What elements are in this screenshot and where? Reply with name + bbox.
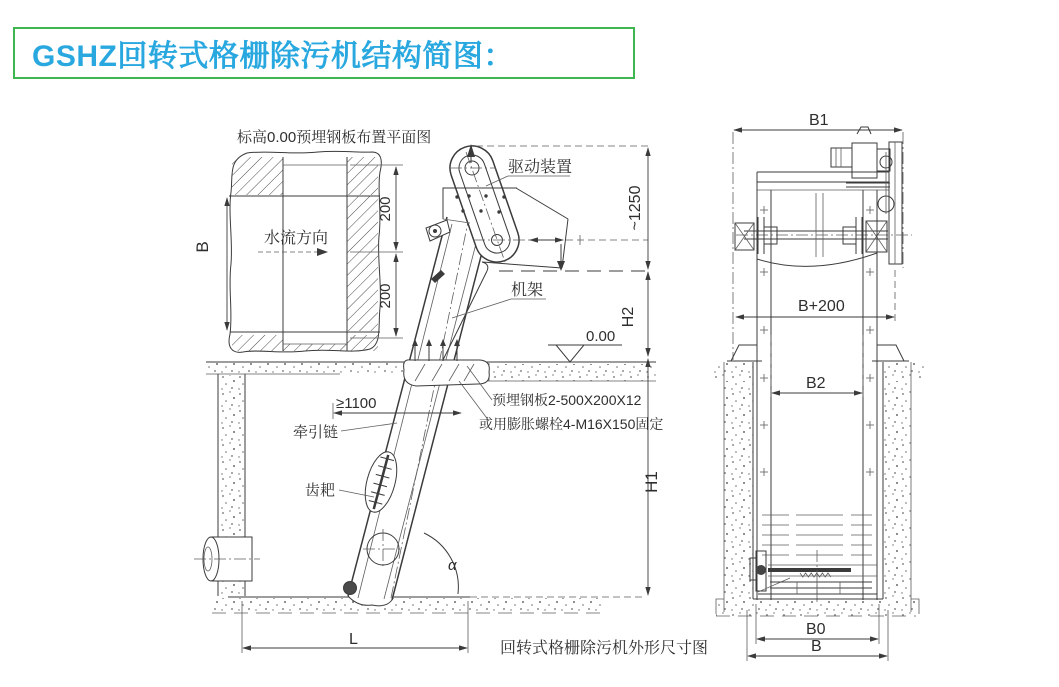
side-view xyxy=(193,128,708,657)
wall-hatch xyxy=(232,157,283,195)
label-frame: 机架 xyxy=(511,282,544,299)
belt-sag-line xyxy=(757,253,877,266)
note-expansion-bolt: 或用膨胀螺栓4-M16X150固定 xyxy=(479,416,664,432)
dim-top-height: ~1250 xyxy=(627,185,644,231)
embedded-plate-block xyxy=(404,360,490,386)
label-rake: 齿耙 xyxy=(305,482,336,499)
dim-angle-alpha: α xyxy=(448,557,457,574)
column-bolts xyxy=(760,206,874,476)
head-shaft xyxy=(735,217,912,254)
trash-drop-arrow xyxy=(557,261,565,271)
channel-floor xyxy=(212,598,602,612)
side-view-caption: 回转式格栅除污机外形尺寸图 xyxy=(500,640,709,657)
label-drive-device: 驱动装置 xyxy=(508,159,573,176)
dim-b: B xyxy=(811,638,822,655)
dim-b0: B0 xyxy=(806,621,826,638)
side-shield-plate xyxy=(889,142,902,264)
note-embedded-plate: 预埋钢板2-500X200X12 xyxy=(492,392,642,408)
dim-h2: H2 xyxy=(620,306,637,328)
dim-length-l: L xyxy=(349,631,358,648)
dim-plate-200-top: 200 xyxy=(377,196,394,222)
dim-channel-width-b: B xyxy=(193,241,212,253)
foot-guide-wheel xyxy=(344,582,357,595)
bar-grid xyxy=(762,515,872,555)
front-structure xyxy=(713,127,925,616)
dim-b1: B1 xyxy=(809,112,829,129)
inlet-pipe xyxy=(194,537,260,581)
page-title: GSHZ回转式格栅除污机结构简图： xyxy=(32,40,514,73)
flow-direction-label: 水流方向 xyxy=(264,230,329,247)
dim-clearance: ≥1100 xyxy=(336,395,377,412)
dim-b-plus-200: B+200 xyxy=(798,298,845,315)
floor-slab xyxy=(716,599,919,616)
dim-plate-200-bottom: 200 xyxy=(377,283,394,309)
dim-b2: B2 xyxy=(806,375,826,392)
front-view xyxy=(713,112,925,661)
label-traction-chain: 牵引链 xyxy=(293,424,339,441)
plan-view-title: 标高0.00预埋钢板布置平面图 xyxy=(237,129,432,146)
dim-h1: H1 xyxy=(642,471,661,493)
elevation-marker xyxy=(548,328,622,362)
plan-view xyxy=(193,128,431,352)
dim-elevation: 0.00 xyxy=(586,328,616,345)
bottom-rake-assembly xyxy=(750,550,877,605)
